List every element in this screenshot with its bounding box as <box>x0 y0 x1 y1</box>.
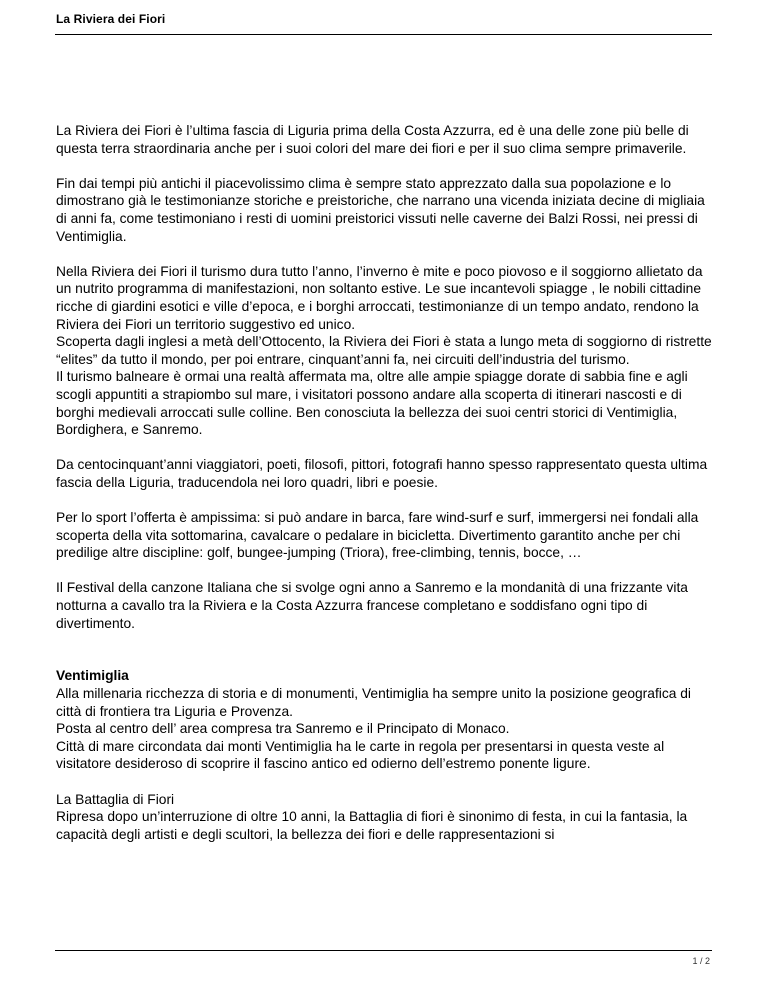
tourism-line-1: Nella Riviera dei Fiori il turismo dura tutto l’anno, l’inverno è mite e poco piovoso e il soggiorno allietato da un nutrito programma di manifestazioni, non soltanto estive. Le sue incantevoli spiagge , le nobili cittadine ricche di giardini esotici e ville d’epoca, e i borghi arroccati, testimonianze di un tempo andato, rendono la Riviera dei Fiori un territorio suggestivo ed unico. <box>56 263 703 332</box>
paragraph-festival: Il Festival della canzone Italiana che si svolge ogni anno a Sanremo e la mondanità di una frizzante vita notturna a cavallo tra la Riviera e la Costa Azzurra francese completano e soddisfano ogni tipo di divertimento. <box>56 580 688 631</box>
document-body <box>56 122 716 861</box>
section-battaglia <box>56 791 716 844</box>
section-heading-ventimiglia: Ventimiglia <box>56 668 129 684</box>
ventimiglia-line-3: Città di mare circondata dai monti Ventimiglia ha le carte in regola per presentarsi in questa veste al visitatore desideroso di scoprire il fascino antico ed odierno dell’estremo ponente ligure. <box>56 738 665 772</box>
paragraph-artists: Da centocinquant’anni viaggiatori, poeti, filosofi, pittori, fotografi hanno spesso rappresentato questa ultima fascia della Liguria, traducendola nei loro quadri, libri e poesie. <box>56 457 708 490</box>
section-ventimiglia <box>56 667 716 773</box>
tourism-line-3: Il turismo balneare è ormai una realtà affermata ma, oltre alle ampie spiagge dorate di sabbia fine e agli scogli appuntiti a strapiombo sul mare, i visitatori possono andare alla scoperta di itinerari nascosti e di borghi medievali arroccati sulle colline. Ben conosciuta la bellezza dei suoi centri storici di Ventimiglia, Bordighera, e Sanremo. <box>56 369 688 438</box>
paragraph-history: Fin dai tempi più antichi il piacevolissimo clima è sempre stato apprezzato dalla sua popolazione e lo dimostrano già le testimonianze storiche e preistoriche, che narrano una vicenda iniziata decine di migliaia di anni fa, come testimoniano i resti di uomini preistorici vissuti nelle caverne dei Balzi Rossi, nei pressi di Ventimiglia. <box>56 175 705 244</box>
battaglia-text: Ripresa dopo un’interruzione di oltre 10 anni, la Battaglia di fiori è sinonimo di festa, in cui la fantasia, la capacità degli artisti e degli scultori, la bellezza dei fiori e delle rappresentazioni si <box>56 809 688 842</box>
paragraph-intro: La Riviera dei Fiori è l’ultima fascia di Liguria prima della Costa Azzurra, ed è una delle zone più belle di questa terra straordinaria anche per i suoi colori del mare dei fiori e per il suo clima sempre primaverile. <box>56 123 689 156</box>
section-heading-battaglia: La Battaglia di Fiori <box>56 791 175 807</box>
page-number: 1 / 2 <box>692 956 710 966</box>
ventimiglia-line-2: Posta al centro dell’ area compresa tra Sanremo e il Principato di Monaco. <box>56 721 510 737</box>
footer-divider <box>55 950 712 951</box>
header-divider <box>55 34 712 35</box>
tourism-line-2: Scoperta dagli inglesi a metà dell’Ottocento, la Riviera dei Fiori è stata a lungo meta di soggiorno di ristrette “elites” da tutto il mondo, per poi entrare, cinquant’anni fa, nei circuiti dell’industria del turismo. <box>56 334 712 367</box>
ventimiglia-line-1: Alla millenaria ricchezza di storia e di monumenti, Ventimiglia ha sempre unito la posizione geografica di città di frontiera tra Liguria e Provenza. <box>56 686 691 719</box>
paragraph-sport: Per lo sport l’offerta è ampissima: si può andare in barca, fare wind-surf e surf, immergersi nei fondali alla scoperta della vita sottomarina, cavalcare o pedalare in bicicletta. Divertimento garantito anche per chi predilige altre discipline: golf, bungee-jumping (Triora), free-climbing, tennis, bocce, … <box>56 510 699 561</box>
document-header-title: La Riviera dei Fiori <box>56 12 166 26</box>
paragraph-tourism <box>56 263 716 439</box>
